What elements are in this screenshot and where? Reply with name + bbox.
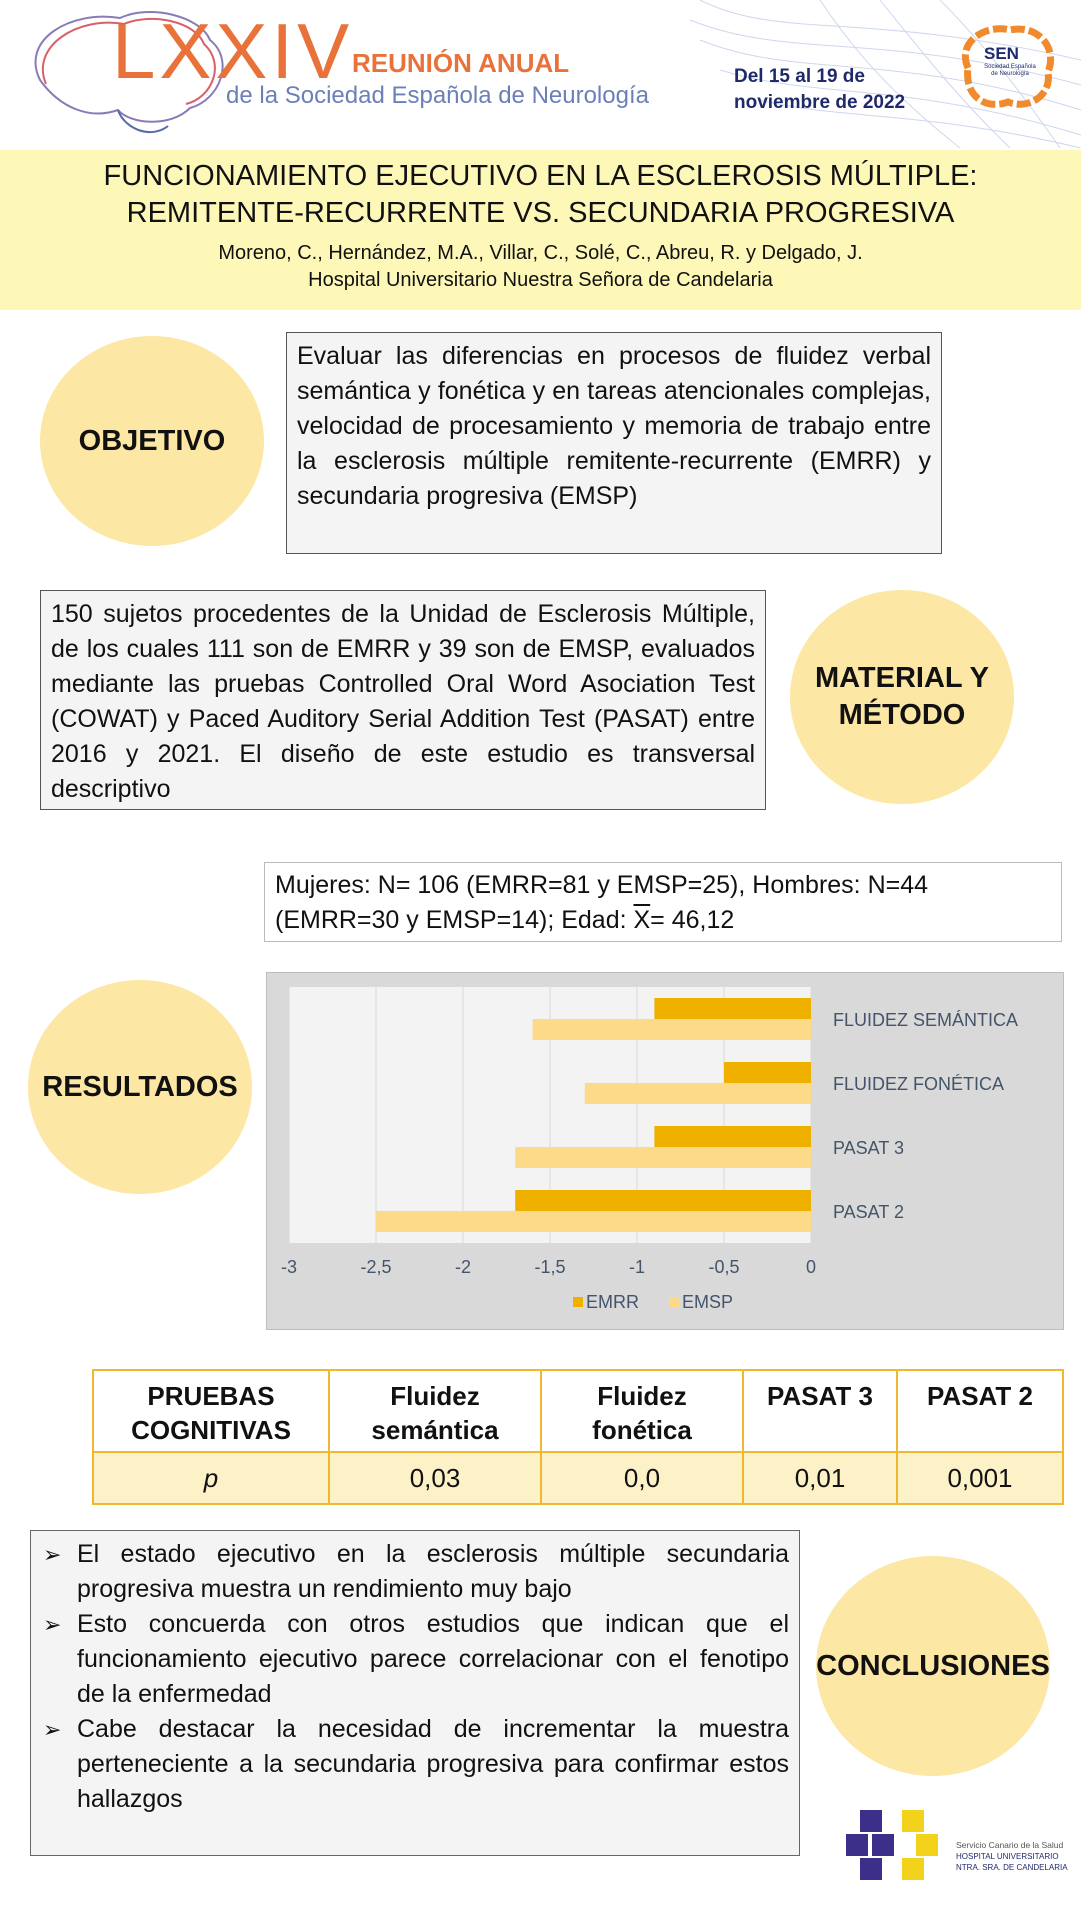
table-header — [93, 1370, 329, 1452]
table-cell: p — [93, 1452, 329, 1504]
resultados-circle — [28, 980, 252, 1194]
conference-number: LXXIV — [112, 7, 354, 95]
legend-label: EMRR — [586, 1292, 639, 1312]
bar-emsp — [585, 1083, 811, 1104]
tick-label: 0 — [805, 1257, 817, 1277]
conclusion-text: Cabe destacar la necesidad de incrementar la muestra perteneciente a la secundaria progresiva para confirmar estos hallazgos — [77, 1715, 789, 1813]
bar-chart-svg — [267, 973, 1065, 1331]
list-item — [41, 1607, 789, 1712]
scs-hospital-1: HOSPITAL UNIVERSITARIO — [956, 1852, 1059, 1861]
table-cell: 0,03 — [329, 1452, 541, 1504]
tick-label: -2,5 — [360, 1257, 392, 1277]
conference-society: de la Sociedad Española de Neurología — [226, 82, 649, 109]
bar-emsp — [533, 1019, 811, 1040]
tick-label: -0,5 — [708, 1257, 740, 1277]
table-header — [541, 1370, 743, 1452]
bar-emsp — [376, 1211, 811, 1232]
tick-label: -2 — [454, 1257, 472, 1277]
legend-swatch — [573, 1297, 583, 1307]
scs-hospital-2: NTRA. SRA. DE CANDELARIA — [956, 1863, 1068, 1872]
bar-emrr — [654, 998, 811, 1019]
mean-symbol: $\overline{X}$ — [633, 906, 651, 934]
poster-title — [0, 150, 1081, 232]
title-band — [0, 150, 1081, 310]
objetivo-label: OBJETIVO — [78, 424, 226, 457]
conference-dates — [734, 64, 905, 116]
header-line: PRUEBAS — [147, 1381, 275, 1411]
arrow-bullet-icon: ➢ — [43, 1612, 62, 1637]
objetivo-box — [286, 332, 942, 554]
table-row — [93, 1452, 1063, 1504]
tick-label: -3 — [280, 1257, 298, 1277]
list-item — [41, 1712, 789, 1817]
conclusiones-list — [41, 1537, 789, 1817]
table-cell: 0,01 — [743, 1452, 897, 1504]
header-line: Fluidez — [597, 1381, 687, 1411]
category-label: FLUIDEZ FONÉTICA — [833, 1074, 1005, 1094]
title-line-1: FUNCIONAMIENTO EJECUTIVO EN LA ESCLEROSIS MÚLTIPLE: — [103, 160, 978, 192]
conference-header — [0, 0, 1081, 148]
header-line: fonética — [592, 1415, 692, 1445]
header-line: COGNITIVAS — [131, 1415, 291, 1445]
arrow-bullet-icon: ➢ — [43, 1717, 62, 1742]
title-line-2: REMITENTE-RECURRENTE VS. SECUNDARIA PROGRESIVA — [126, 197, 955, 229]
conclusion-text: Esto concuerda con otros estudios que indican que el funcionamiento ejecutivo parece correlacionar con el fenotipo de la enfermedad — [77, 1610, 789, 1708]
dates-line-2: noviembre de 2022 — [734, 92, 906, 113]
category-label: FLUIDEZ SEMÁNTICA — [833, 1010, 1019, 1030]
scs-org: Servicio Canario de la Salud — [956, 1840, 1064, 1850]
bar-emrr — [515, 1190, 811, 1211]
arrow-bullet-icon: ➢ — [43, 1542, 62, 1567]
table-header — [743, 1370, 897, 1452]
dates-line-1: Del 15 al 19 de — [734, 66, 865, 87]
tick-label: -1,5 — [534, 1257, 566, 1277]
conclusiones-label: CONCLUSIONES — [816, 1649, 1050, 1682]
results-chart — [266, 972, 1064, 1330]
legend-label: EMSP — [682, 1292, 734, 1312]
bar-emrr — [724, 1062, 811, 1083]
material-circle — [790, 590, 1014, 804]
sen-logo-subtext: Sociedad Española de Neurología — [984, 64, 1036, 77]
table-header-row — [93, 1370, 1063, 1452]
material-label-line-2: MÉTODO — [838, 699, 966, 731]
table-header — [897, 1370, 1063, 1452]
demographics-box — [264, 862, 1062, 942]
legend-swatch — [669, 1297, 679, 1307]
header-line: PASAT 3 — [767, 1381, 873, 1411]
resultados-label: RESULTADOS — [42, 1070, 238, 1103]
material-label — [815, 660, 989, 734]
affiliation: Hospital Universitario Nuestra Señora de Candelaria — [308, 269, 773, 291]
list-item — [41, 1537, 789, 1607]
sen-logo-text: SEN — [984, 44, 1019, 63]
bar-emsp — [515, 1147, 811, 1168]
category-label: PASAT 2 — [833, 1202, 905, 1222]
conference-reunion: REUNIÓN ANUAL — [352, 48, 570, 78]
authors: Moreno, C., Hernández, M.A., Villar, C., Solé, C., Abreu, R. y Delgado, J. — [218, 242, 863, 264]
table-header — [329, 1370, 541, 1452]
header-line: semántica — [371, 1415, 499, 1445]
p-values-table — [92, 1369, 1064, 1505]
conclusiones-circle — [816, 1556, 1050, 1776]
category-label: PASAT 3 — [833, 1138, 905, 1158]
demographics-text-1: Mujeres: N= 106 (EMRR=81 y EMSP=25), Hombres: N=44 (EMRR=30 y EMSP=14); Edad: — [275, 871, 929, 934]
scs-logo-text — [956, 1840, 1076, 1873]
material-label-line-1: MATERIAL Y — [814, 662, 989, 694]
objetivo-circle — [40, 336, 264, 546]
header-line: Fluidez — [390, 1381, 480, 1411]
bar-emrr — [654, 1126, 811, 1147]
header-line: PASAT 2 — [927, 1381, 1033, 1411]
material-text: 150 sujetos procedentes de la Unidad de Esclerosis Múltiple, de los cuales 111 son de EMRR y 39 son de EMSP, evaluados mediante las pruebas Controlled Oral Word Asociation Test (COWAT) y Paced Auditory Serial Addition Test (PASAT) entre 2016 y 2021. El diseño de este estudio es transversal descriptivo — [51, 600, 755, 803]
demographics-text-2: = 46,12 — [650, 906, 735, 934]
table-cell: 0,0 — [541, 1452, 743, 1504]
material-box — [40, 590, 766, 810]
conclusiones-box — [30, 1530, 800, 1856]
objetivo-text: Evaluar las diferencias en procesos de fluidez verbal semántica y fonética y en tareas atencionales complejas, velocidad de procesamiento y memoria de trabajo entre la esclerosis múltiple remitente-recurrente (EMRR) y secundaria progresiva (EMSP) — [297, 342, 931, 510]
table-cell: 0,001 — [897, 1452, 1063, 1504]
tick-label: -1 — [628, 1257, 646, 1277]
conclusion-text: El estado ejecutivo en la esclerosis múltiple secundaria progresiva muestra un rendimiento muy bajo — [77, 1540, 789, 1603]
